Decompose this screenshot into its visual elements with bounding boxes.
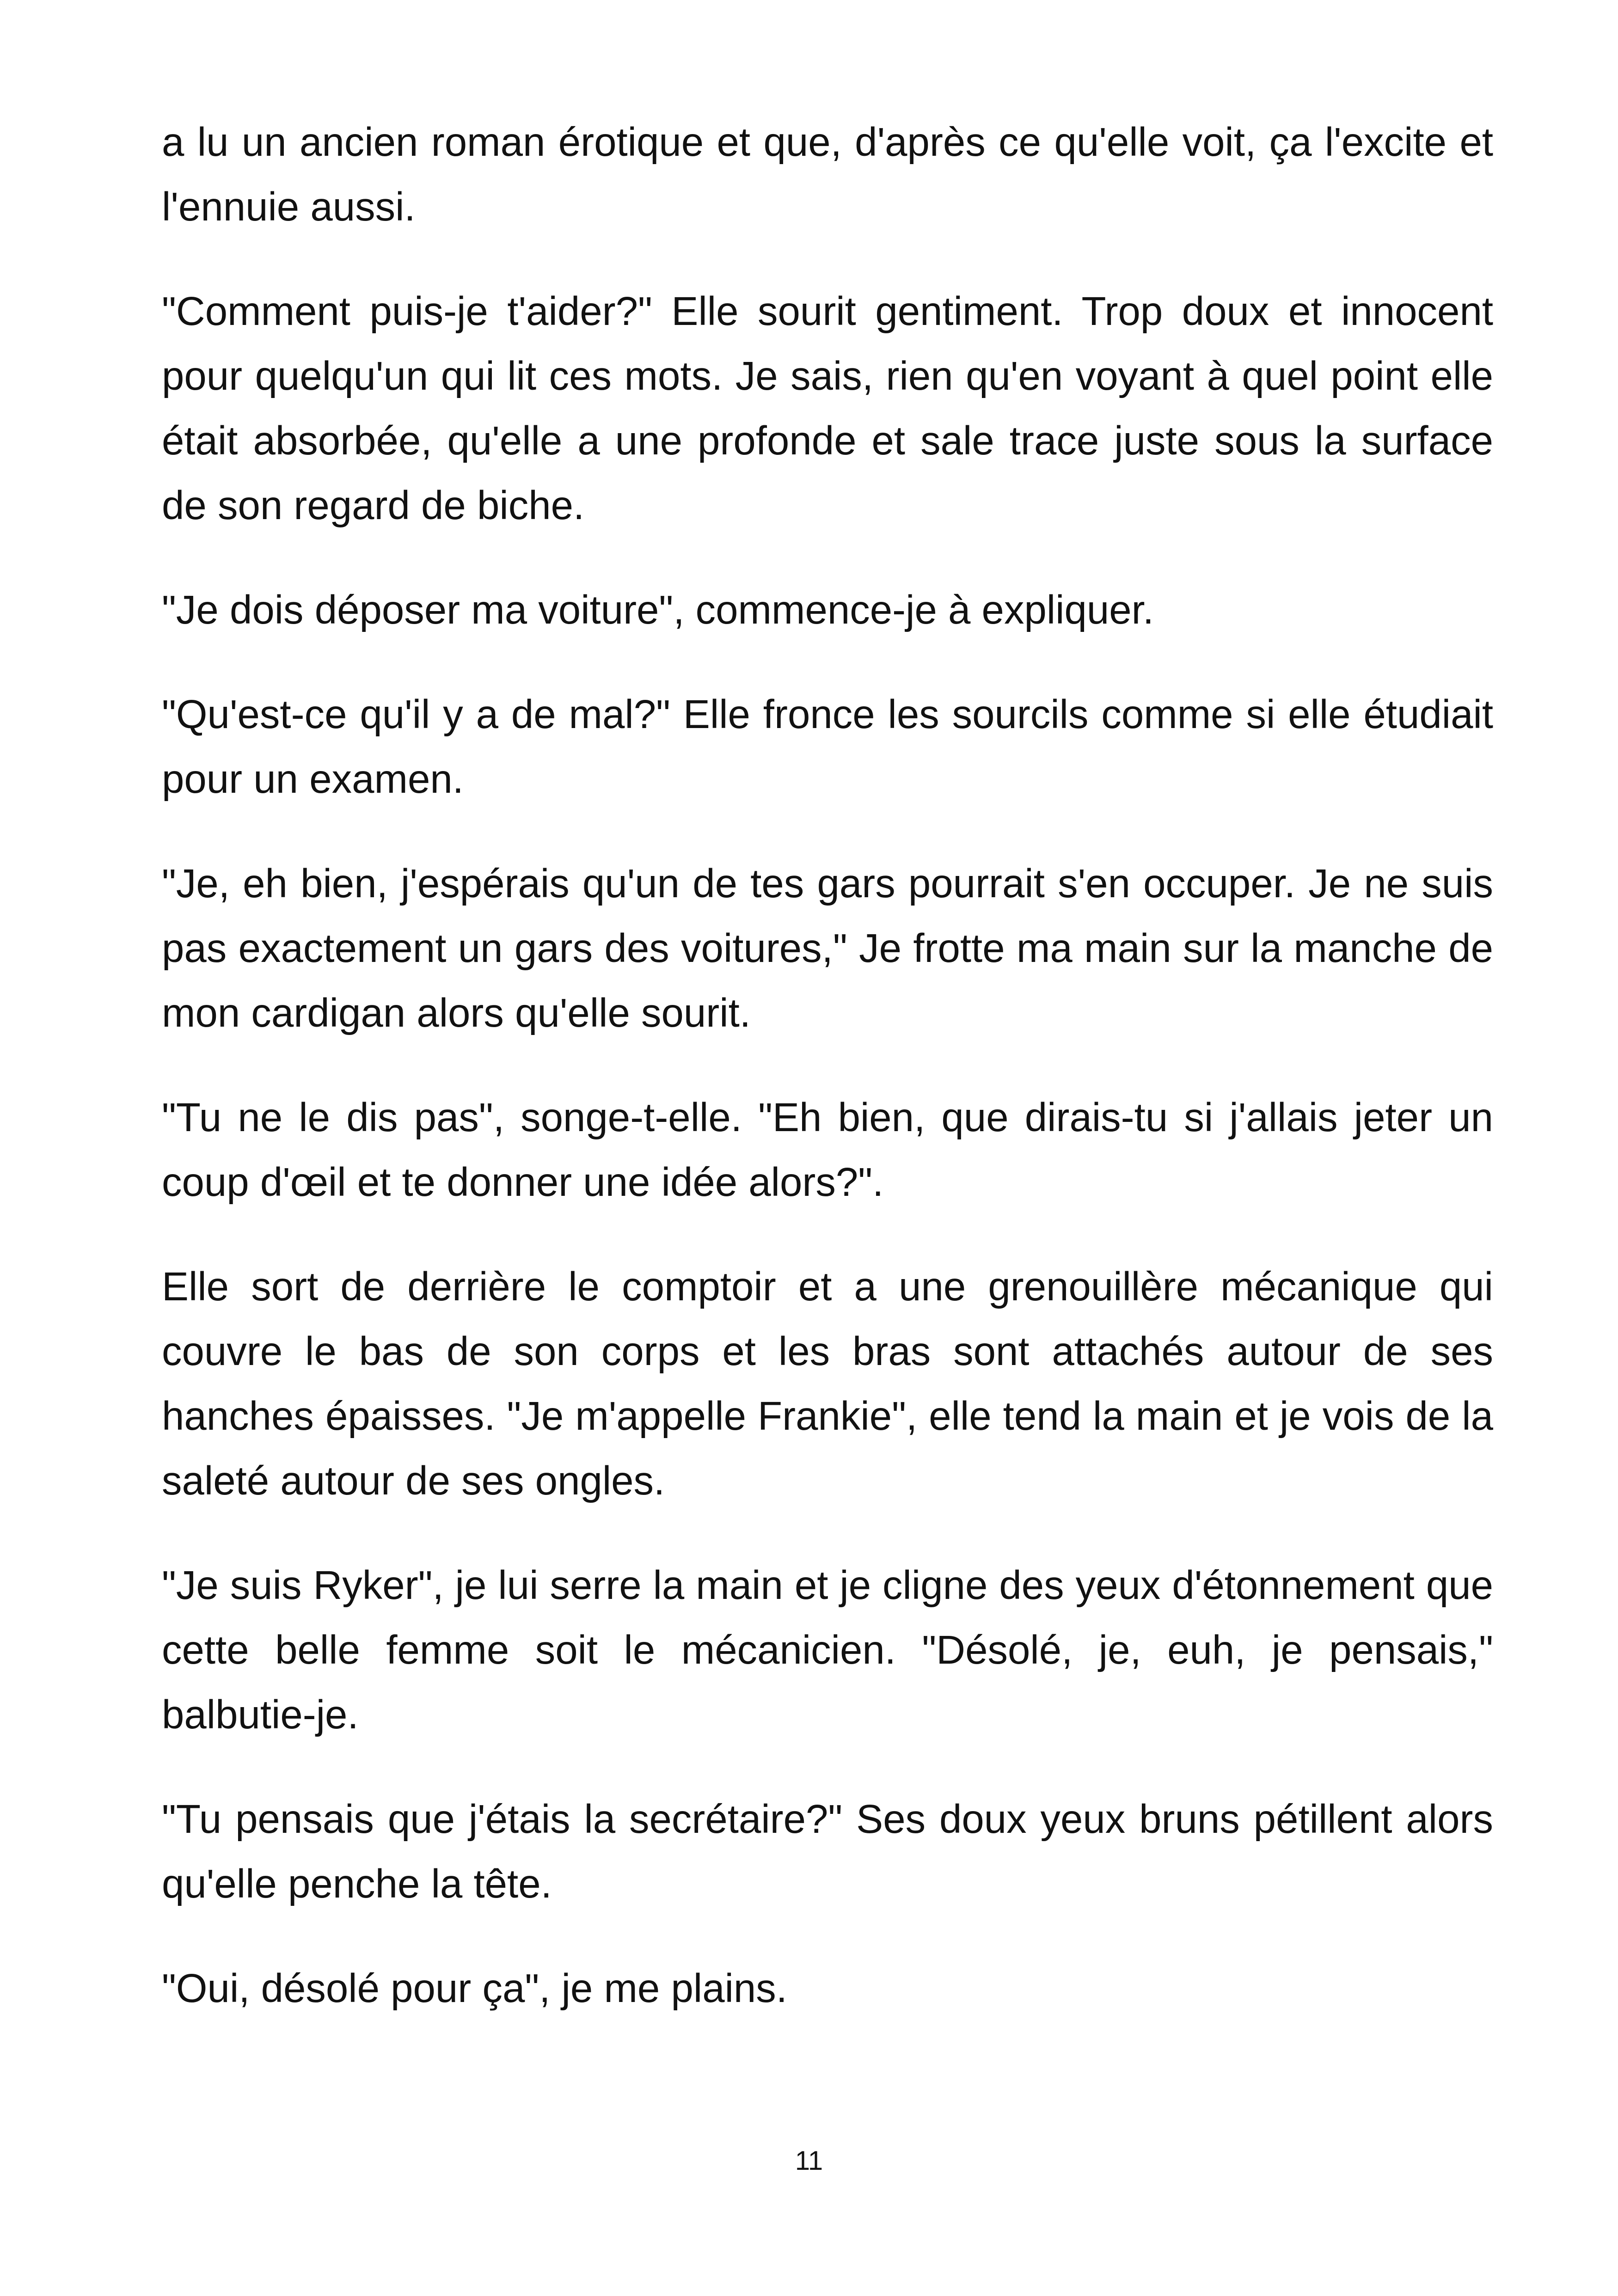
paragraph-9: "Tu pensais que j'étais la secrétaire?" Ses doux yeux bruns pétillent alors qu'elle penche la tête. bbox=[162, 1797, 1493, 1906]
paragraph-10: "Oui, désolé pour ça", je me plains. bbox=[162, 1966, 787, 2011]
paragraph-5: "Je, eh bien, j'espérais qu'un de tes gars pourrait s'en occuper. Je ne suis pas exactement un gars des voitures," Je frotte ma main sur la manche de mon cardigan alors qu'elle sourit. bbox=[162, 861, 1493, 1035]
paragraph-2: "Comment puis-je t'aider?" Elle sourit gentiment. Trop doux et innocent pour quelqu'un qui lit ces mots. Je sais, rien qu'en voyant à quel point elle était absorbée, qu'elle a une profonde et sale trace juste sous la surface de son regard de biche. bbox=[162, 289, 1493, 528]
paragraph-7: Elle sort de derrière le comptoir et a une grenouillère mécanique qui couvre le bas de son corps et les bras sont attachés autour de ses hanches épaisses. "Je m'appelle Frankie", elle tend la main et je vois de la saleté autour de ses ongles. bbox=[162, 1264, 1493, 1503]
page-body bbox=[162, 110, 1493, 2061]
paragraph-6: "Tu ne le dis pas", songe-t-elle. "Eh bien, que dirais-tu si j'allais jeter un coup d'œil et te donner une idée alors?". bbox=[162, 1095, 1493, 1205]
paragraph-3: "Je dois déposer ma voiture", commence-je à expliquer. bbox=[162, 588, 1154, 632]
page-number: 11 bbox=[795, 2146, 823, 2176]
paragraph-4: "Qu'est-ce qu'il y a de mal?" Elle fronce les sourcils comme si elle étudiait pour un examen. bbox=[162, 692, 1493, 802]
paragraph-8: "Je suis Ryker", je lui serre la main et je cligne des yeux d'étonnement que cette belle femme soit le mécanicien. "Désolé, je, euh, je pensais," balbutie-je. bbox=[162, 1563, 1493, 1737]
paragraph-1: a lu un ancien roman érotique et que, d'après ce qu'elle voit, ça l'excite et l'ennuie aussi. bbox=[162, 120, 1493, 229]
